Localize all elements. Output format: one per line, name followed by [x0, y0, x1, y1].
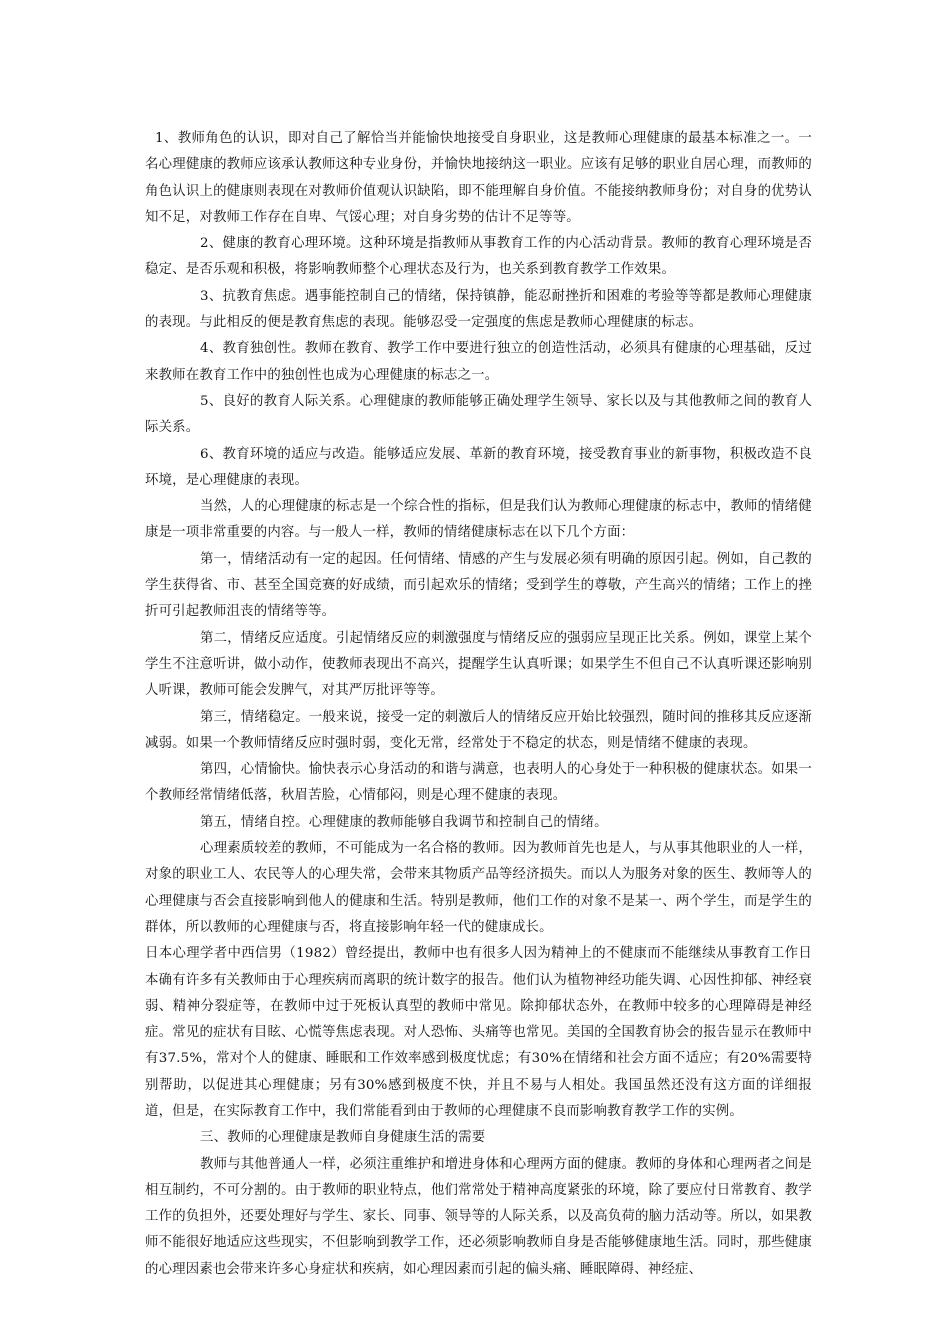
- paragraph-14: 日本心理学者中西信男（1982）曾经提出，教师中也有很多人因为精神上的不健康而不能继续从事教育工作日本确有许多有关教师由于心理疾病而离职的统计数字的报告。他们认为植物神经功能失调、心因性抑郁、神经衰弱、精神分裂症等，在教师中过于死板认真型的教师中常见。除抑郁状态外，在教师中较多的心理障碍是神经症。常见的症状有目眩、心慌等焦虑表现。对人恐怖、头痛等也常见。美国的全国教育协会的报告显示在教师中有37.5%，常对个人的健康、睡眠和工作效率感到极度忧虑；有30%在情绪和社会方面不适应；有20%需要特别帮助，以促进其心理健康；另有30%感到极度不快，并且不易与人相处。我国虽然还没有这方面的详细报道，但是，在实际教育工作中，我们常能看到由于教师的心理健康不良而影响教育教学工作的实例。: [145, 946, 812, 1119]
- paragraph-11: 第四，心情愉快。愉快表示心身活动的和谐与满意，也表明人的心身处于一种积极的健康状态。如果一个教师经常情绪低落，秋眉苦脸，心情郁闷，则是心理不健康的表现。: [145, 762, 812, 804]
- paragraph-12: 第五，情绪自控。心理健康的教师能够自我调节和控制自己的情绪。: [200, 814, 608, 830]
- document-body: [145, 126, 812, 1283]
- paragraph-8: 第一，情绪活动有一定的起因。任何情绪、情感的产生与发展必须有明确的原因引起。例如，自己教的学生获得省、市、甚至全国竞赛的好成绩，而引起欢乐的情绪；受到学生的尊敬，产生高兴的情绪；工作上的挫折可引起教师沮丧的情绪等等。: [145, 551, 812, 620]
- paragraph-13: 心理素质较差的教师，不可能成为一名合格的教师。因为教师首先也是人，与从事其他职业的人一样，对象的职业工人、农民等人的心理失常，会带来其物质产品等经济损失。而以人为服务对象的医生、教师等人的心理健康与否会直接影响到他人的健康和生活。特别是教师，他们工作的对象不是某一、两个学生，而是学生的群体，所以教师的心理健康与否，将直接影响年轻一代的健康成长。: [145, 841, 812, 935]
- paragraph-6: 6、教育环境的适应与改造。能够适应发展、革新的教育环境，接受教育事业的新事物，积极改造不良环境，是心理健康的表现。: [145, 446, 812, 488]
- paragraph-15: 教师与其他普通人一样，必须注重维护和增进身体和心理两方面的健康。教师的身体和心理两者之间是相互制约，不可分割的。由于教师的职业特点，他们常常处于精神高度紧张的环境，除了要应付日常教育、教学工作的负担外，还要处理好与学生、家长、同事、领导等的人际关系，以及高负荷的脑力活动等。所以，如果教师不能很好地适应这些现实，不但影响到教学工作，还必须影响教师自身是否能够健康地生活。同时，那些健康的心理因素也会带来许多心身症状和疾病，如心理因素而引起的偏头痛、睡眠障碍、神经症、: [145, 1156, 812, 1277]
- paragraph-5: 5、良好的教育人际关系。心理健康的教师能够正确处理学生领导、家长以及与其他教师之间的教育人际关系。: [145, 393, 812, 436]
- paragraph-7: 当然，人的心理健康的标志是一个综合性的指标，但是我们认为教师心理健康的标志中，教师的情绪健康是一项非常重要的内容。与一般人一样，教师的情绪健康标志在以下几个方面：: [145, 499, 812, 541]
- paragraph-2: 2、健康的教育心理环境。这种环境是指教师从事教育工作的内心活动背景。教师的教育心理环境是否稳定、是否乐观和积极，将影响教师整个心理状态及行为，也关系到教育教学工作效果。: [145, 236, 812, 278]
- paragraph-4: 4、教育独创性。教师在教育、教学工作中要进行独立的创造性活动，必须具有健康的心理基础，反过来教师在教育工作中的独创性也成为心理健康的标志之一。: [145, 341, 812, 383]
- paragraph-10: 第三，情绪稳定。一般来说，接受一定的刺激后人的情绪反应开始比较强烈，随时间的推移其反应逐渐减弱。如果一个教师情绪反应时强时弱，变化无常，经常处于不稳定的状态，则是情绪不健康的表现。: [145, 709, 812, 751]
- paragraph-3: 3、抗教育焦虑。遇事能控制自己的情绪，保持镇静，能忍耐挫折和困难的考验等等都是教师心理健康的表现。与此相反的便是教育焦虑的表现。能够忍受一定强度的焦虑是教师心理健康的标志。: [145, 288, 812, 331]
- paragraph-9: 第二，情绪反应适度。引起情绪反应的刺激强度与情绪反应的强弱应呈现正比关系。例如，课堂上某个学生不注意听讲，做小动作，使教师表现出不高兴，提醒学生认真听课；如果学生不但自己不认真听课还影响别人听课，教师可能会发脾气，对其严厉批评等等。: [145, 630, 812, 699]
- paragraph-1: 1、教师角色的认识，即对自己了解恰当并能愉快地接受自身职业，这是教师心理健康的最基本标准之一。一名心理健康的教师应该承认教师这种专业身份，并愉快地接纳这一职业。应该有足够的职业自居心理，而教师的角色认识上的健康则表现在对教师价值观认识缺陷，即不能理解自身价值。不能接纳教师身份；对自身的优势认知不足，对教师工作存在自卑、气馁心理；对自身劣势的估计不足等等。: [145, 131, 812, 225]
- section-heading: 三、教师的心理健康是教师自身健康生活的需要: [200, 1130, 486, 1146]
